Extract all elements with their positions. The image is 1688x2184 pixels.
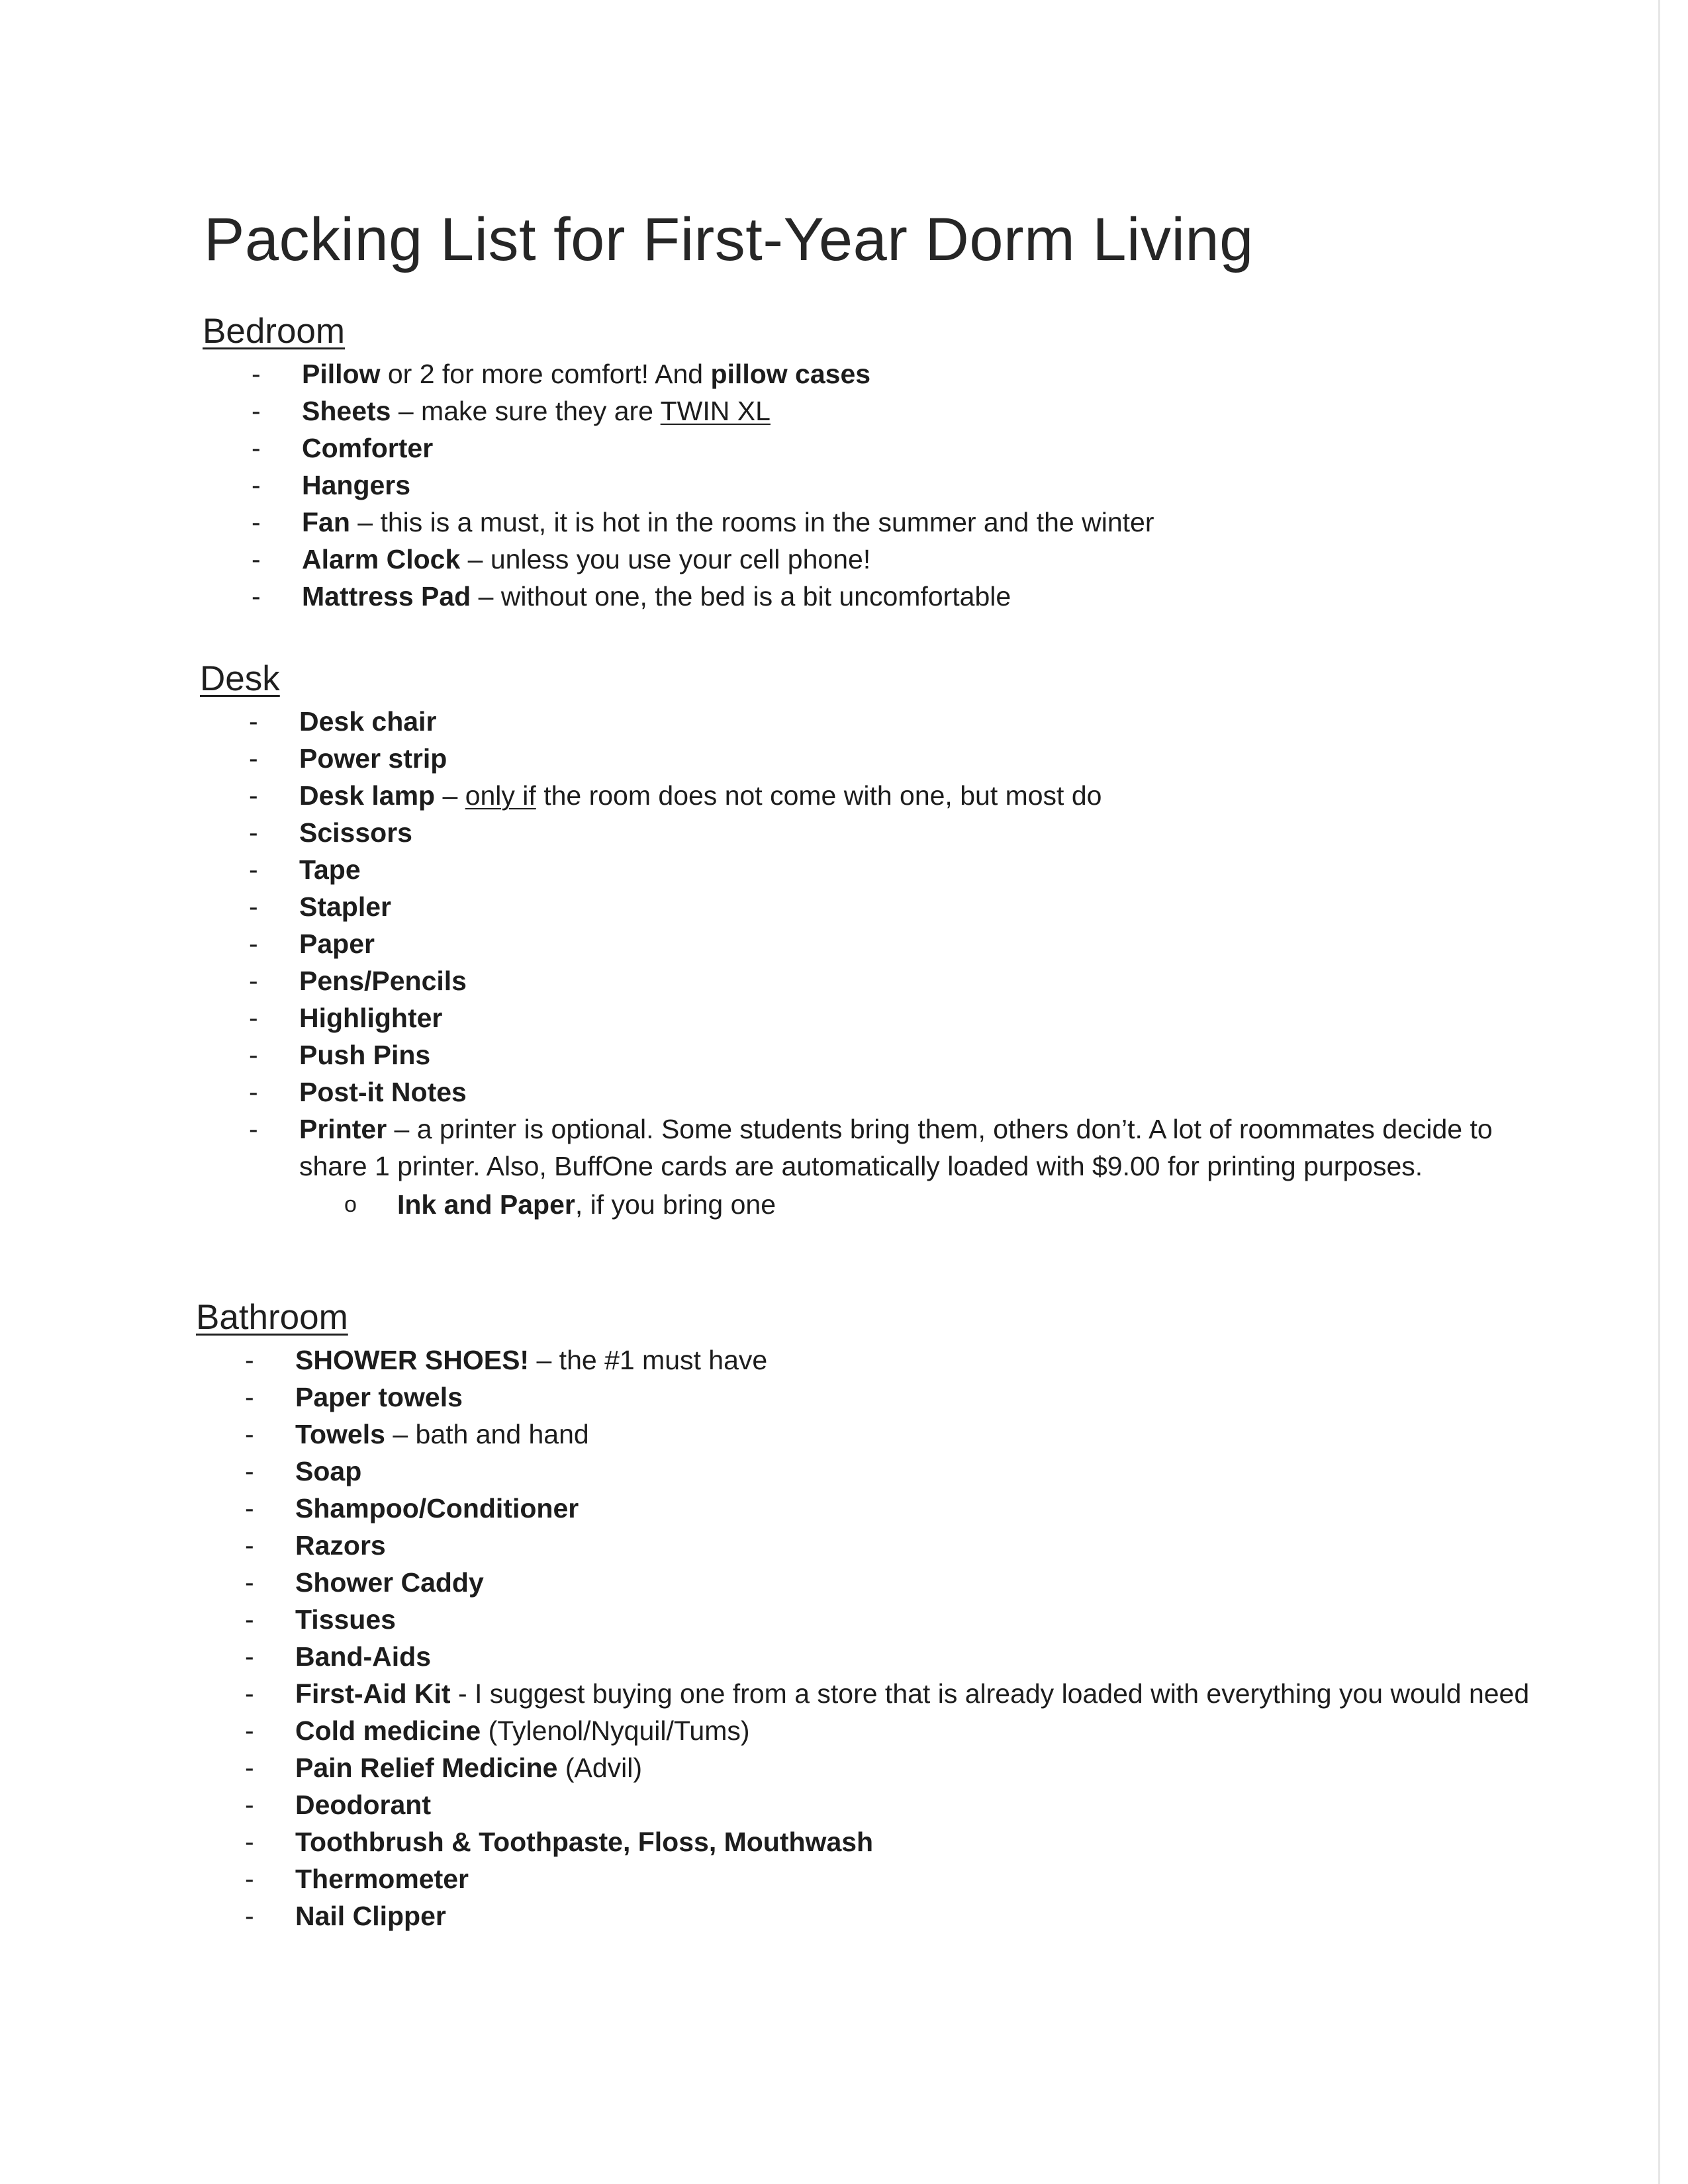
item-note: – (435, 780, 465, 811)
sub-list-item (200, 1186, 1557, 1223)
list-item (200, 1111, 1557, 1185)
list-item (196, 1379, 1553, 1416)
list-item (200, 703, 1557, 740)
dash-bullet: - (249, 706, 258, 737)
dash-bullet: - (245, 1827, 254, 1857)
item-name: Tissues (295, 1604, 396, 1635)
item-name: Ink and Paper (397, 1189, 575, 1220)
item-name: Desk lamp (299, 780, 436, 811)
dash-bullet: - (249, 966, 258, 996)
document-title: Packing List for First-Year Dorm Living (204, 206, 1254, 273)
item-name: Pens/Pencils (299, 966, 467, 996)
circle-bullet: o (344, 1192, 357, 1217)
item-note: – without one, the bed is a bit uncomfortable (471, 581, 1011, 612)
dash-bullet: - (245, 1678, 254, 1709)
item-note: – this is a must, it is hot in the rooms in the summer and the winter (350, 507, 1154, 537)
dash-bullet: - (245, 1715, 254, 1746)
item-name: Toothbrush & Toothpaste, Floss, Mouthwash (295, 1827, 874, 1857)
dash-bullet: - (252, 359, 261, 389)
item-note: - I suggest buying one from a store that is already loaded with everything you would need (450, 1678, 1530, 1709)
list-item (200, 740, 1557, 777)
list-item (196, 1342, 1553, 1379)
item-name: Towels (295, 1419, 385, 1449)
dash-bullet: - (249, 1003, 258, 1033)
item-name: Push Pins (299, 1040, 431, 1070)
item-name: First-Aid Kit (295, 1678, 451, 1709)
item-name: Soap (295, 1456, 362, 1486)
dash-bullet: - (252, 396, 261, 426)
list-item (196, 1712, 1553, 1749)
dash-bullet: - (245, 1864, 254, 1894)
dash-bullet: - (245, 1641, 254, 1672)
dash-bullet: - (245, 1790, 254, 1820)
dash-bullet: - (249, 854, 258, 885)
item-note: (Tylenol/Nyquil/Tums) (481, 1715, 750, 1746)
dash-bullet: - (249, 929, 258, 959)
item-name: Printer (299, 1114, 387, 1144)
item-name: Post-it Notes (299, 1077, 467, 1107)
item-name: Power strip (299, 743, 447, 774)
dash-bullet: - (249, 743, 258, 774)
dash-bullet: - (249, 1040, 258, 1070)
item-name: Paper towels (295, 1382, 463, 1412)
dash-bullet: - (245, 1419, 254, 1449)
item-name: Comforter (302, 433, 434, 463)
list-item (200, 962, 1557, 999)
item-note: – bath and hand (385, 1419, 589, 1449)
list-item (200, 1073, 1557, 1111)
item-name: Tape (299, 854, 361, 885)
item-note: or 2 for more comfort! And (380, 359, 711, 389)
dash-bullet: - (252, 581, 261, 612)
dash-bullet: - (245, 1567, 254, 1598)
dash-bullet: - (252, 507, 261, 537)
item-name: Deodorant (295, 1790, 431, 1820)
list-item (203, 578, 1560, 615)
item-emphasis: TWIN XL (660, 396, 771, 426)
item-name: Shower Caddy (295, 1567, 484, 1598)
item-name: Pain Relief Medicine (295, 1752, 558, 1783)
list-item (196, 1823, 1553, 1860)
list-item (196, 1675, 1553, 1712)
list-item (203, 355, 1560, 392)
list-item (200, 814, 1557, 851)
item-name: Fan (302, 507, 350, 537)
item-note: – the #1 must have (529, 1345, 768, 1375)
list-item (196, 1490, 1553, 1527)
list-item (203, 504, 1560, 541)
dash-bullet: - (249, 1077, 258, 1107)
list-item (200, 1036, 1557, 1073)
section-heading: Bedroom (203, 312, 346, 351)
list-item (196, 1860, 1553, 1897)
item-name: Nail Clipper (295, 1901, 446, 1931)
dash-bullet: - (245, 1493, 254, 1524)
dash-bullet: - (245, 1382, 254, 1412)
list-item (196, 1786, 1553, 1823)
dash-bullet: - (245, 1530, 254, 1561)
dash-bullet: - (249, 1114, 258, 1144)
item-name: Band-Aids (295, 1641, 431, 1672)
item-name: Thermometer (295, 1864, 469, 1894)
list-item (203, 467, 1560, 504)
item-note: – a printer is optional. Some students bring them, others don’t. A lot of roommates decide to share 1 printer. Also, BuffOne cards are automatically loaded with $9.00 for printing purposes. (299, 1114, 1493, 1181)
item-name: Mattress Pad (302, 581, 471, 612)
list-item (196, 1564, 1553, 1601)
item-name: Alarm Clock (302, 544, 461, 574)
item-name: SHOWER SHOES! (295, 1345, 530, 1375)
item-name: Hangers (302, 470, 411, 500)
list-item (196, 1897, 1553, 1934)
list-item (200, 925, 1557, 962)
dash-bullet: - (245, 1752, 254, 1783)
item-name: Razors (295, 1530, 386, 1561)
section-heading: Bathroom (196, 1298, 348, 1337)
list-item (200, 999, 1557, 1036)
item-name: Sheets (302, 396, 391, 426)
list-item (196, 1749, 1553, 1786)
dash-bullet: - (252, 433, 261, 463)
list-item (203, 392, 1560, 430)
item-emphasis: only if (465, 780, 536, 811)
dash-bullet: - (245, 1604, 254, 1635)
item-name: Scissors (299, 817, 412, 848)
list-item (196, 1638, 1553, 1675)
dash-bullet: - (245, 1901, 254, 1931)
item-list (203, 355, 1560, 615)
dash-bullet: - (252, 544, 261, 574)
item-note: – make sure they are (391, 396, 661, 426)
dash-bullet: - (249, 891, 258, 922)
scan-edge (1658, 0, 1660, 2184)
item-name: Shampoo/Conditioner (295, 1493, 579, 1524)
section-heading: Desk (200, 659, 280, 698)
section-bathroom (196, 1297, 1553, 1934)
dash-bullet: - (252, 470, 261, 500)
list-item (200, 777, 1557, 814)
dash-bullet: - (249, 817, 258, 848)
item-note: – unless you use your cell phone! (460, 544, 871, 574)
dash-bullet: - (249, 780, 258, 811)
list-item (196, 1527, 1553, 1564)
dash-bullet: - (245, 1456, 254, 1486)
item-name: Desk chair (299, 706, 437, 737)
list-item (203, 430, 1560, 467)
item-name: Cold medicine (295, 1715, 481, 1746)
section-desk (200, 659, 1557, 1223)
item-note: the room does not come with one, but most do (536, 780, 1102, 811)
item-name: Pillow (302, 359, 381, 389)
list-item (203, 541, 1560, 578)
dash-bullet: - (245, 1345, 254, 1375)
item-note: , if you bring one (575, 1189, 776, 1220)
item-list (200, 703, 1557, 1223)
section-bedroom (203, 311, 1560, 615)
item-list (196, 1342, 1553, 1934)
item-note: (Advil) (557, 1752, 643, 1783)
item-name: Highlighter (299, 1003, 443, 1033)
list-item (196, 1601, 1553, 1638)
item-name: Stapler (299, 891, 391, 922)
item-name: pillow cases (710, 359, 871, 389)
list-item (200, 851, 1557, 888)
list-item (196, 1416, 1553, 1453)
list-item (196, 1453, 1553, 1490)
item-name: Paper (299, 929, 375, 959)
list-item (200, 888, 1557, 925)
